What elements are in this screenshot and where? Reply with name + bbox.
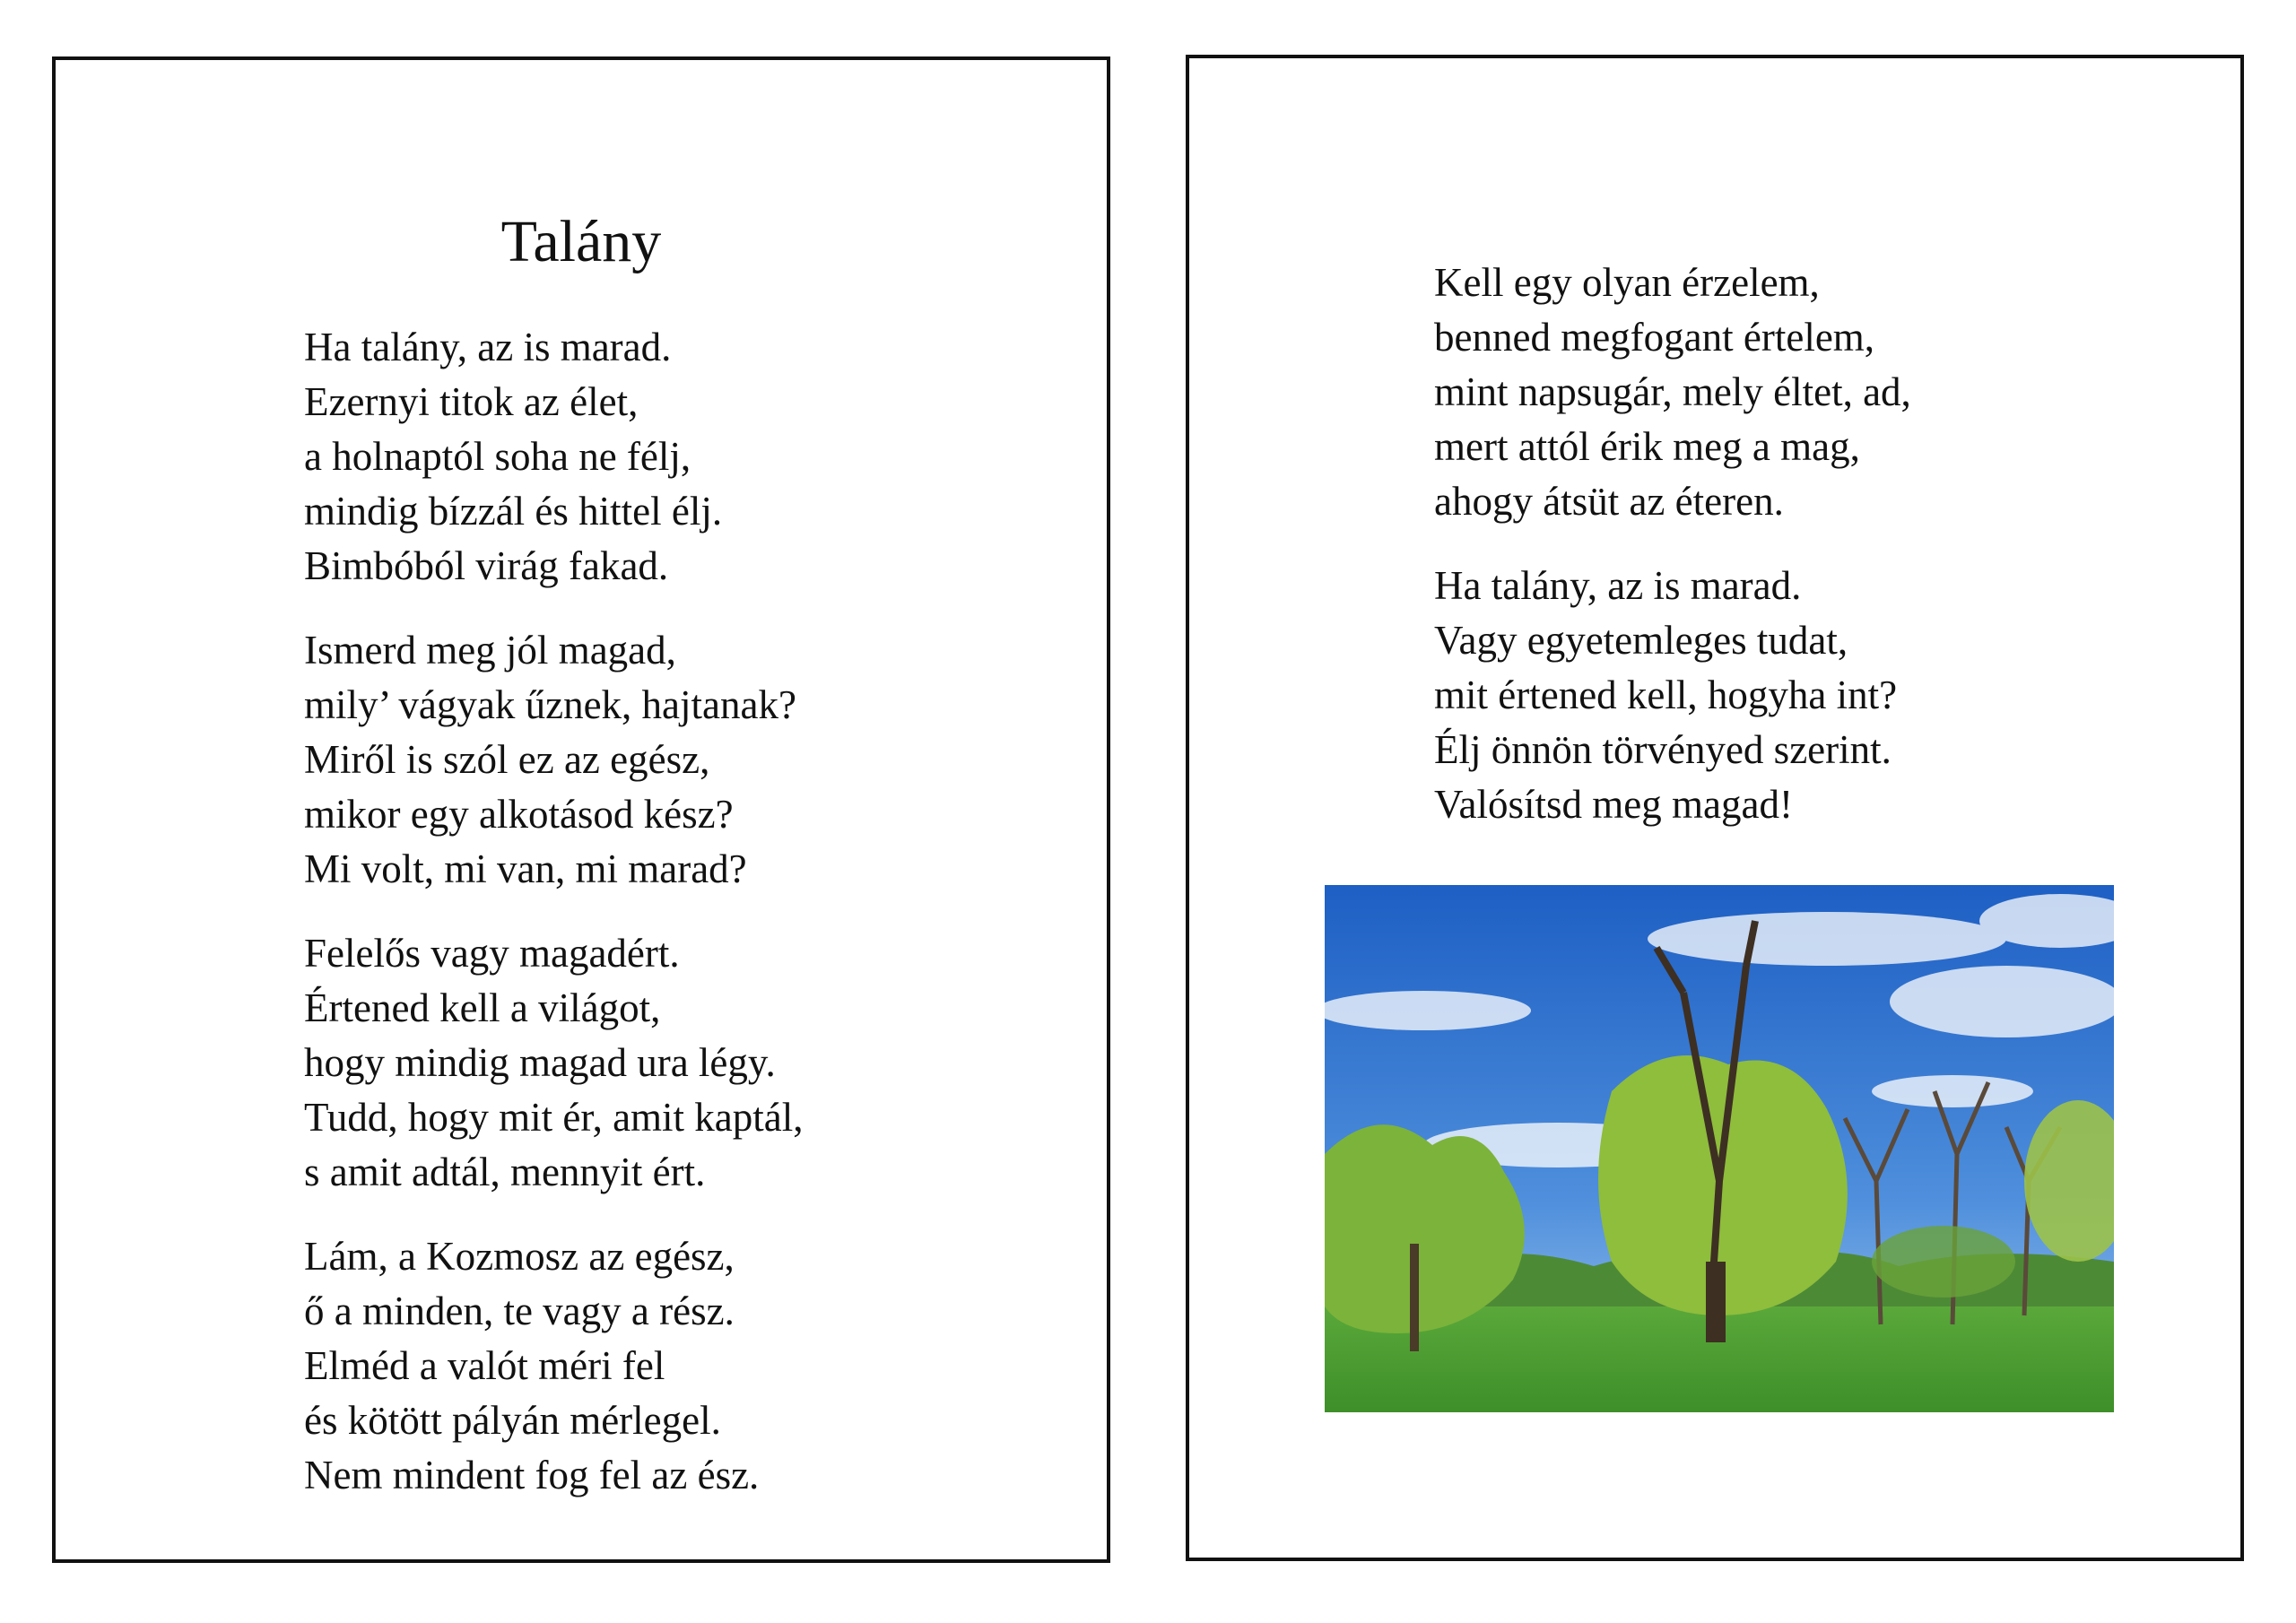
poem-line: Kell egy olyan érzelem, [1434, 260, 1820, 305]
poem-line: hogy mindig magad ura légy. [304, 1040, 776, 1085]
poem-line: Tudd, hogy mit ér, amit kaptál, [304, 1095, 804, 1140]
poem-line: Ha talány, az is marad. [1434, 563, 1802, 608]
poem-line: Ezernyi titok az élet, [304, 379, 639, 424]
poem-line: Lám, a Kozmosz az egész, [304, 1234, 735, 1279]
poem-right [1434, 256, 1911, 862]
poem-line: Felelős vagy magadért. [304, 931, 680, 976]
poem-line: mit értened kell, hogyha int? [1434, 673, 1898, 717]
poem-line: Elméd a valót méri fel [304, 1343, 665, 1388]
meadow-trees-image [1325, 885, 2114, 1412]
poem-line: Vagy egyetemleges tudat, [1434, 618, 1848, 663]
poem-line: mert attól érik meg a mag, [1434, 424, 1860, 469]
poem-line: Mi volt, mi van, mi marad? [304, 846, 747, 891]
right-page [1186, 55, 2244, 1561]
stanza [1434, 256, 1911, 529]
poem-line: mily’ vágyak űznek, hajtanak? [304, 682, 796, 727]
poem-left [304, 320, 804, 1532]
stanza [1434, 559, 1911, 832]
poem-line: Értened kell a világot, [304, 985, 661, 1030]
poem-line: ő a minden, te vagy a rész. [304, 1289, 735, 1333]
left-page [52, 56, 1110, 1563]
stanza [304, 623, 804, 897]
poem-line: Ha talány, az is marad. [304, 325, 672, 369]
poem-line: mindig bízzál és hittel élj. [304, 489, 723, 534]
poem-line: Ismerd meg jól magad, [304, 628, 676, 673]
poem-line: mint napsugár, mely éltet, ad, [1434, 369, 1911, 414]
poem-line: benned megfogant értelem, [1434, 315, 1875, 360]
stanza [304, 1229, 804, 1503]
poem-line: s amit adtál, mennyit ért. [304, 1150, 706, 1194]
poem-line: és kötött pályán mérlegel. [304, 1398, 721, 1443]
poem-line: Valósítsd meg magad! [1434, 782, 1793, 827]
poem-title: Talány [500, 209, 662, 274]
poem-line: a holnaptól soha ne félj, [304, 434, 691, 479]
landscape-photo [1325, 885, 2114, 1412]
poem-line: Bimbóból virág fakad. [304, 543, 669, 588]
stanza [304, 320, 804, 594]
poem-line: ahogy átsüt az éteren. [1434, 479, 1784, 524]
stanza [304, 926, 804, 1200]
poem-line: Nem mindent fog fel az ész. [304, 1453, 760, 1497]
poem-line: mikor egy alkotásod kész? [304, 792, 734, 837]
poem-line: Miről is szól ez az egész, [304, 737, 710, 782]
poem-line: Élj önnön törvényed szerint. [1434, 727, 1892, 772]
